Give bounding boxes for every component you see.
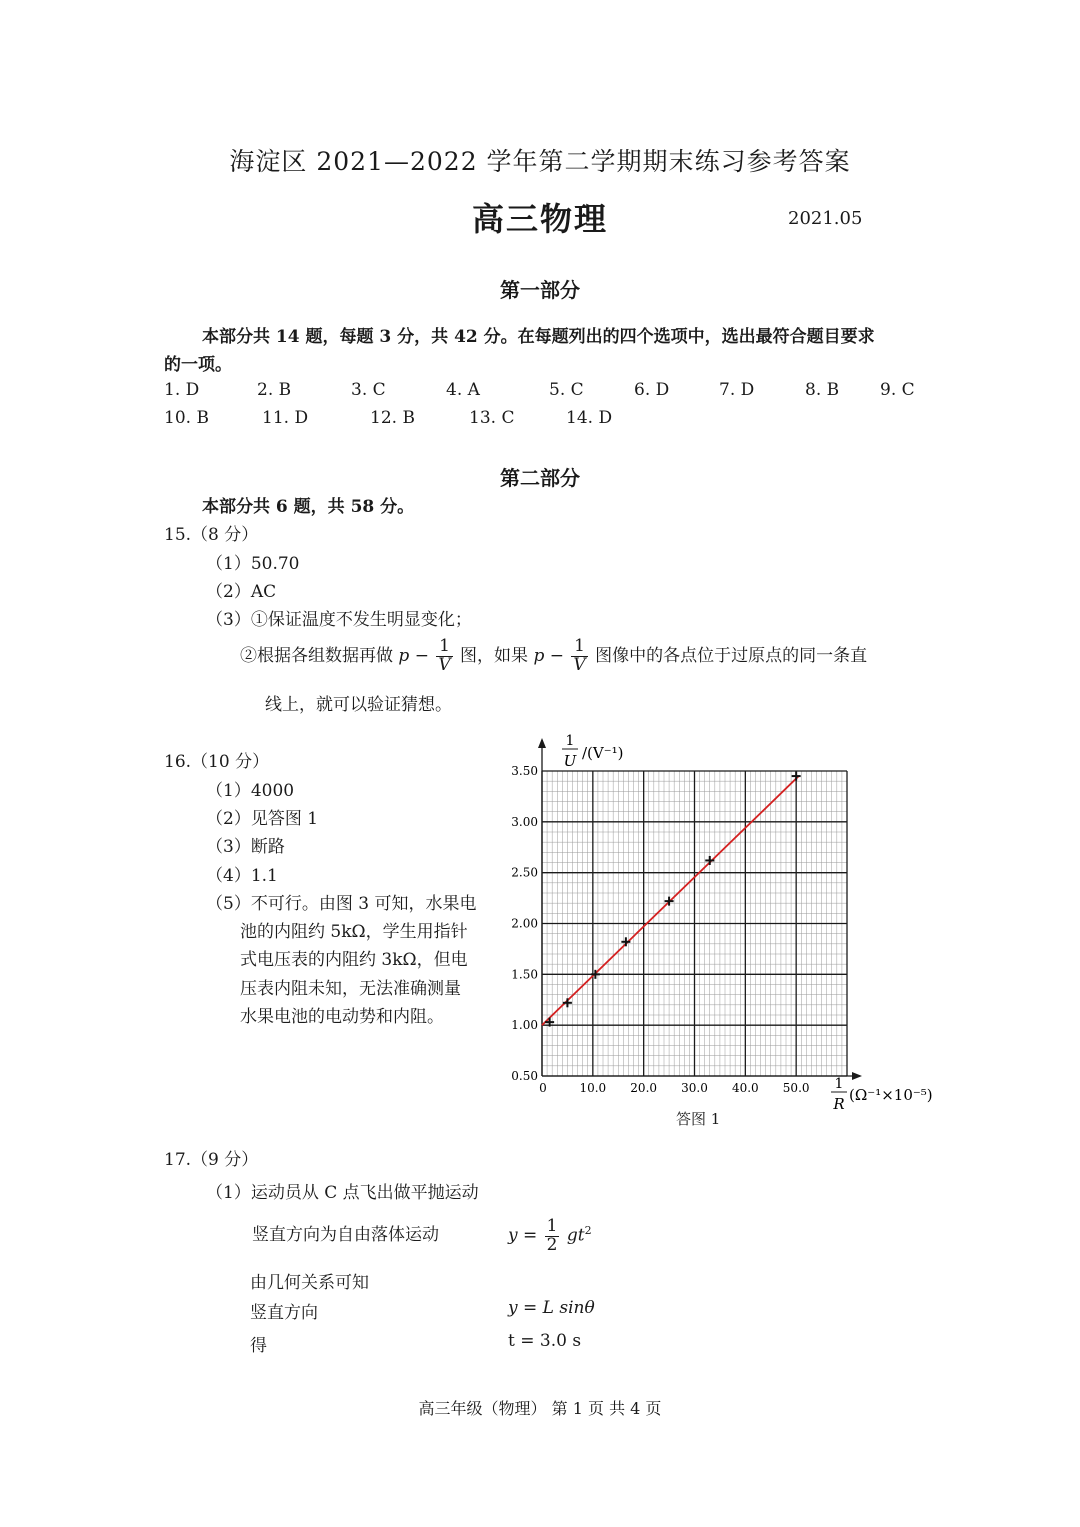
part1-instruction: 本部分共 14 题，每题 3 分，共 42 分。在每题列出的四个选项中，选出最符合题目要求	[202, 327, 875, 347]
data-point	[621, 937, 630, 946]
q17-line-result: 得	[250, 1336, 267, 1356]
answer-item: 13. C	[469, 408, 515, 428]
q15-answer-3c: 线上，就可以验证猜想。	[265, 695, 452, 715]
part1-instruction-cont: 的一项。	[164, 355, 232, 375]
q17-line-free-fall: 竖直方向为自由落体运动	[252, 1225, 439, 1245]
q17-line-geometry: 由几何关系可知	[250, 1273, 369, 1293]
q16-answer-5-line3: 式电压表的内阻约 3kΩ，但电	[240, 950, 468, 970]
y-tick-label: 1.50	[511, 967, 538, 982]
x-axis-label-denominator: R	[833, 1095, 845, 1113]
q17-equation-4: t = 3.0 s	[508, 1331, 582, 1351]
q15-text: ②根据各组数据再做	[240, 646, 393, 666]
document-date: 2021.05	[788, 208, 863, 229]
y-tick-label: 2.50	[511, 865, 538, 880]
y-axis-label-denominator: U	[563, 752, 577, 770]
q15-answer-3: （3）①保证温度不发生明显变化；	[206, 610, 472, 630]
q17-eq1-lhs: y =	[508, 1225, 543, 1246]
q16-answer-4: （4）1.1	[206, 866, 278, 886]
q15-p-symbol: p	[533, 646, 545, 666]
q15-fraction-1-over-v: $\frac{1}{V}$	[573, 636, 586, 675]
q15-minus: −	[544, 646, 570, 666]
q16-answer-5: （5）不可行。由图 3 可知，水果电	[206, 894, 477, 914]
q15-heading: 15.（8 分）	[164, 525, 259, 545]
data-point	[563, 998, 572, 1007]
y-axis-label-numerator: 1	[565, 733, 575, 749]
answer-item: 12. B	[370, 408, 415, 428]
q17-eq1-exponent: 2	[584, 1224, 592, 1237]
x-axis-label-numerator: 1	[834, 1076, 844, 1092]
q17-answer-1: （1）运动员从 C 点飞出做平抛运动	[206, 1183, 479, 1203]
x-tick-label: 40.0	[731, 1081, 759, 1095]
q17-equation-3: y = L sinθ	[508, 1298, 595, 1318]
answer-item: 11. D	[262, 408, 309, 428]
q16-answer-3: （3）断路	[206, 837, 285, 857]
q16-answer-1: （1）4000	[206, 781, 295, 801]
q17-eq1-fraction: $\frac{1}{2}$	[546, 1215, 558, 1255]
y-tick-label: 2.00	[511, 916, 538, 931]
answers-row-2	[164, 408, 924, 432]
q15-text: 图，如果	[460, 646, 529, 666]
q15-p-symbol: p	[398, 646, 410, 666]
y-axis-label-unit: /(V⁻¹)	[582, 744, 624, 762]
answer-item: 10. B	[164, 408, 209, 428]
answer-item: 1. D	[164, 380, 200, 400]
x-tick-label: 10.0	[579, 1081, 607, 1095]
answer-item: 3. C	[351, 380, 386, 400]
y-axis-arrow	[538, 738, 546, 748]
x-tick-label: 30.0	[681, 1081, 708, 1095]
part1-heading: 第一部分	[500, 278, 580, 302]
y-tick-label: 1.00	[511, 1018, 538, 1033]
x-tick-label: 20.0	[630, 1081, 658, 1095]
document-title: 海淀区 2021—2022 学年第二学期期末练习参考答案	[229, 147, 851, 176]
x-tick-label: 50.0	[782, 1081, 810, 1095]
answer-item: 5. C	[549, 380, 584, 400]
q15-fraction-1-over-v: $\frac{1}{V}$	[438, 636, 451, 675]
q16-answer-5-line5: 水果电池的电动势和内阻。	[240, 1007, 444, 1027]
answer-item: 6. D	[634, 380, 670, 400]
q16-heading: 16.（10 分）	[164, 752, 270, 772]
chart-axes	[538, 738, 862, 1080]
y-tick-label: 0.50	[511, 1069, 538, 1083]
q16-answer-5-line4: 压表内阻未知，无法准确测量	[240, 979, 461, 999]
part2-instruction: 本部分共 6 题，共 58 分。	[202, 497, 415, 517]
q15-answer-2: （2）AC	[206, 582, 277, 602]
y-tick-label: 3.00	[511, 814, 538, 829]
q15-answer-3b	[240, 634, 867, 678]
q15-answer-1: （1）50.70	[206, 554, 300, 574]
answer-item: 9. C	[880, 380, 915, 400]
origin-label: 0	[539, 1081, 547, 1095]
x-axis-label-unit: (Ω⁻¹×10⁻⁵)	[849, 1086, 933, 1104]
q16-answer-5-line2: 池的内阻约 5kΩ，学生用指针	[240, 922, 468, 942]
q15-text: 图像中的各点位于过原点的同一条直	[595, 646, 868, 666]
part2-heading: 第二部分	[500, 466, 580, 490]
answer-figure-1-chart	[500, 728, 960, 1138]
answer-item: 4. A	[446, 380, 480, 400]
page-footer: 高三年级（物理） 第 1 页 共 4 页	[418, 1399, 662, 1418]
y-tick-label: 3.50	[511, 764, 538, 778]
answer-item: 8. B	[805, 380, 840, 400]
q17-line-vertical: 竖直方向	[250, 1303, 318, 1323]
q17-heading: 17.（9 分）	[164, 1150, 259, 1170]
q17-equation-1	[508, 1208, 592, 1259]
figure-caption: 答图 1	[676, 1110, 721, 1128]
data-point	[792, 772, 801, 781]
answer-item: 14. D	[566, 408, 613, 428]
data-point	[705, 856, 714, 865]
subject-title: 高三物理	[471, 200, 608, 238]
q16-answer-2: （2）见答图 1	[206, 809, 319, 829]
answers-row-1	[164, 380, 924, 404]
answer-item: 7. D	[719, 380, 755, 400]
q17-eq1-rhs: gt	[566, 1225, 585, 1246]
q15-minus: −	[409, 646, 435, 666]
x-axis-arrow	[852, 1072, 862, 1080]
answer-item: 2. B	[257, 380, 292, 400]
